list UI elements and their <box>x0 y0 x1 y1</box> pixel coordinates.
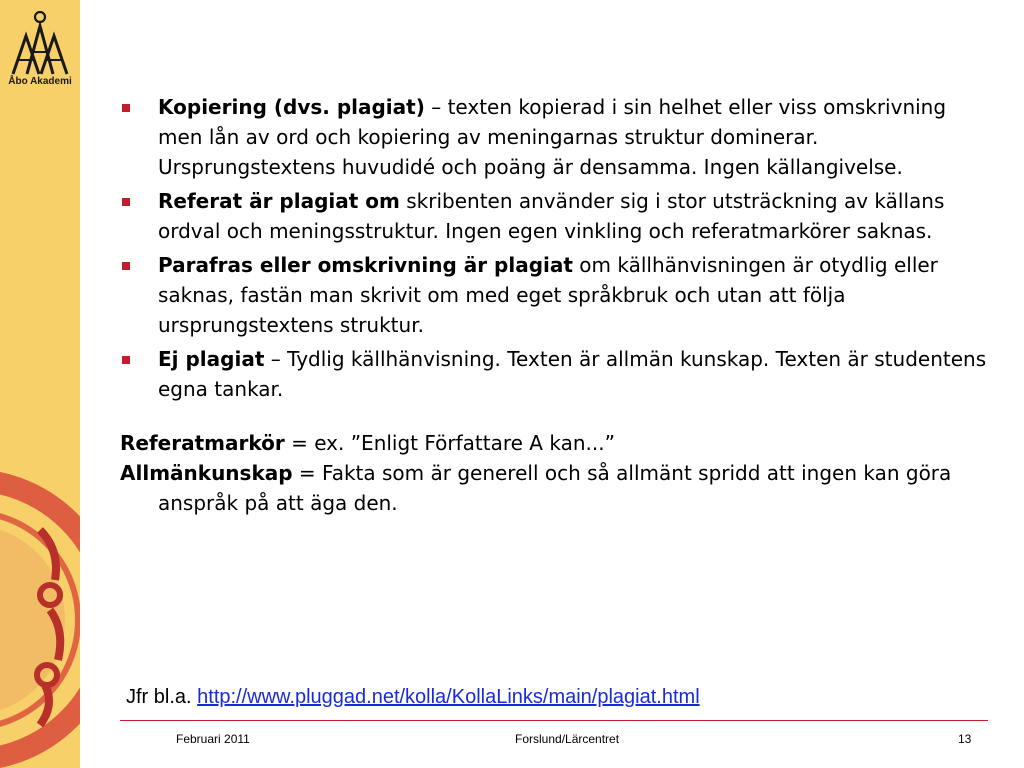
square-bullet-icon <box>122 356 130 364</box>
bullet-text: skribenten använder sig i stor utsträckning av källans ordval och meningsstruktur. Ingen egen vinkling och referatmarkörer saknas. <box>158 189 945 243</box>
definition-text: = Fakta som är generell och så allmänt spridd att ingen kan göra anspråk på att äga den. <box>158 461 952 515</box>
definition-item <box>120 428 990 458</box>
square-bullet-icon <box>122 198 130 206</box>
bullet-term: Referat är plagiat om <box>158 189 400 213</box>
reference-link[interactable]: http://www.pluggad.net/kolla/KollaLinks/main/plagiat.html <box>197 686 700 708</box>
bullet-term: Parafras eller omskrivning är plagiat <box>158 253 573 277</box>
definition-text: = ex. ”Enligt Författare A kan...” <box>284 431 615 455</box>
bullet-text: – Tydlig källhänvisning. Texten är allmän kunskap. Texten är studentens egna tankar. <box>158 347 987 401</box>
definitions <box>120 428 990 518</box>
footer-author: Forslund/Lärcentret <box>515 732 620 746</box>
square-bullet-icon <box>122 104 130 112</box>
logo-text: Åbo Akademi <box>8 76 72 87</box>
list-item <box>120 344 990 404</box>
abo-akademi-logo-icon <box>5 8 75 78</box>
definition-term: Allmänkunskap <box>120 461 293 485</box>
list-item <box>120 186 990 246</box>
sidebar-decoration <box>0 0 80 768</box>
definition-term: Referatmarkör <box>120 431 285 455</box>
reference-line <box>126 684 700 710</box>
footer-divider <box>120 720 988 721</box>
square-bullet-icon <box>122 262 130 270</box>
footer-date: Februari 2011 <box>176 732 250 746</box>
definition-item <box>120 458 990 518</box>
bullet-text: om källhänvisningen är otydlig eller saknas, fastän man skrivit om med eget språkbruk och utan att följa ursprungstextens struktur. <box>158 253 938 337</box>
slide-body <box>120 92 990 518</box>
plagiarism-bullet-list <box>120 92 990 404</box>
reference-prefix: Jfr bl.a. <box>126 686 198 708</box>
bullet-term: Kopiering (dvs. plagiat) <box>158 95 425 119</box>
page-number: 13 <box>958 732 972 746</box>
bullet-text: – texten kopierad i sin helhet eller viss omskrivning men lån av ord och kopiering av meningarnas struktur dominerar. Ursprungstextens huvudidé och poäng är densamma. Ingen källangivelse. <box>158 95 947 179</box>
list-item <box>120 92 990 182</box>
bullet-term: Ej plagiat <box>158 347 265 371</box>
list-item <box>120 250 990 340</box>
seal-watermark-icon <box>0 470 80 768</box>
